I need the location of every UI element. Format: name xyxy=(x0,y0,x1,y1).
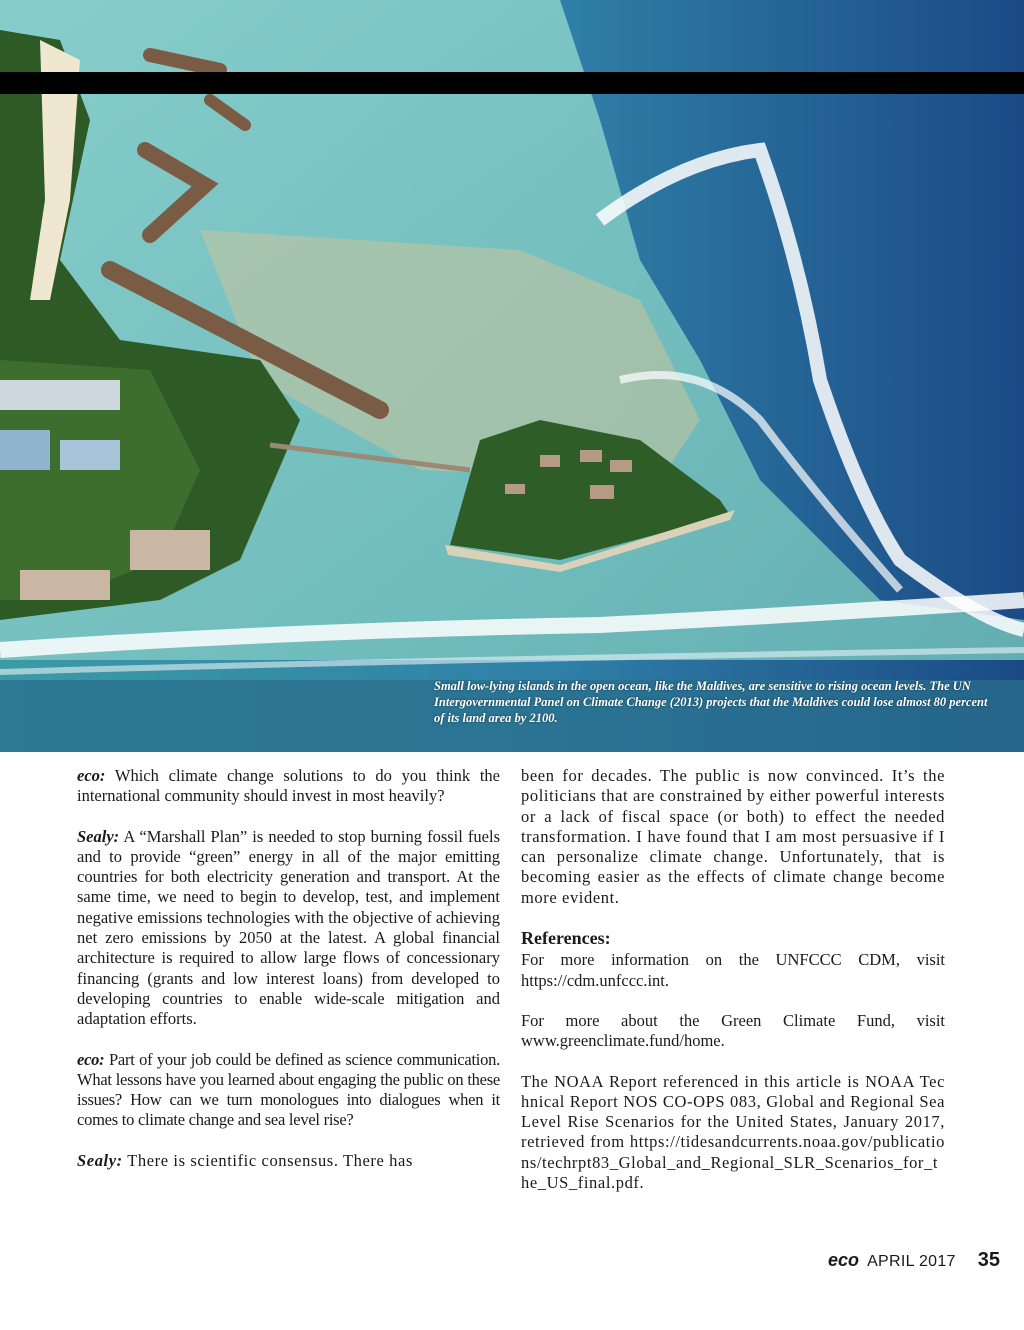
question-1 xyxy=(77,766,500,807)
page-number: 35 xyxy=(977,1249,1000,1271)
answer-1 xyxy=(77,827,500,1030)
speaker-eco: eco: xyxy=(77,766,106,785)
right-column xyxy=(521,766,945,1213)
photo-caption: Small low-lying islands in the open ocean, like the Maldives, are sensitive to rising ocean levels. The UN Intergovernmental Panel on Climate Change (2013) projects that the Maldives could lose almost 80 percent of its land area by 2100. xyxy=(434,679,988,725)
speaker-sealy: Sealy: xyxy=(77,826,120,846)
answer-2-text: There is scientific consensus. There has xyxy=(122,1150,413,1170)
magazine-brand: eco xyxy=(828,1250,860,1270)
left-column xyxy=(77,766,500,1191)
reference-noaa: The NOAA Report referenced in this article is NOAA Technical Report NOS CO-OPS 083, Global and Regional Sea Level Rise Scenarios for the United States, January 2017, retrieved from https://tidesandcurrents.noaa.gov/publications/techrpt83_Global_and_Regional_SLR_Scenarios_for_the_US_final.pdf. xyxy=(521,1071,945,1193)
question-2-text: Part of your job could be defined as science communication. What lessons have you learned about engaging the public on these issues? How can we turn monologues into dialogues when it comes to climate change and sea level rise? xyxy=(77,1049,500,1130)
speaker-eco: eco: xyxy=(77,1049,105,1069)
references-heading: References: xyxy=(521,928,611,949)
black-header-bar xyxy=(0,72,1024,94)
answer-2 xyxy=(77,1151,500,1171)
speaker-sealy: Sealy: xyxy=(77,1150,123,1170)
issue-date: APRIL 2017 xyxy=(867,1253,956,1270)
question-2 xyxy=(77,1050,500,1131)
answer-1-text: A “Marshall Plan” is needed to stop burning fossil fuels and to provide “green” energy in all of the major emitting countries for both electricity generation and transport. At the same time, we need to begin to develop, test, and implement negative emissions technologies with the objective of achieving net zero emissions by 2050 at the latest. A global financial architecture is required to allow large flows of concessionary financing (grants and low interest loans) from developed to developing countries to enable wide-scale mitigation and adaptation efforts. xyxy=(77,826,500,1029)
reference-cdm: For more information on the UNFCCC CDM, visit https://cdm.unfccc.int. xyxy=(521,950,945,990)
answer-2-continued: been for decades. The public is now convinced. It’s the politicians that are constrained by either powerful interests or a lack of fiscal space (or both) to effect the needed transformation. I have found that I am most persuasive if I can personalize climate change. Unfortunately, that is becoming easier as the effects of climate change become more evident. xyxy=(521,766,945,907)
reference-gcf: For more about the Green Climate Fund, visit www.greenclimate.fund/home. xyxy=(521,1010,945,1051)
page-footer xyxy=(800,1249,1000,1273)
question-1-text: Which climate change solutions to do you think the international community should invest in most heavily? xyxy=(77,766,500,806)
